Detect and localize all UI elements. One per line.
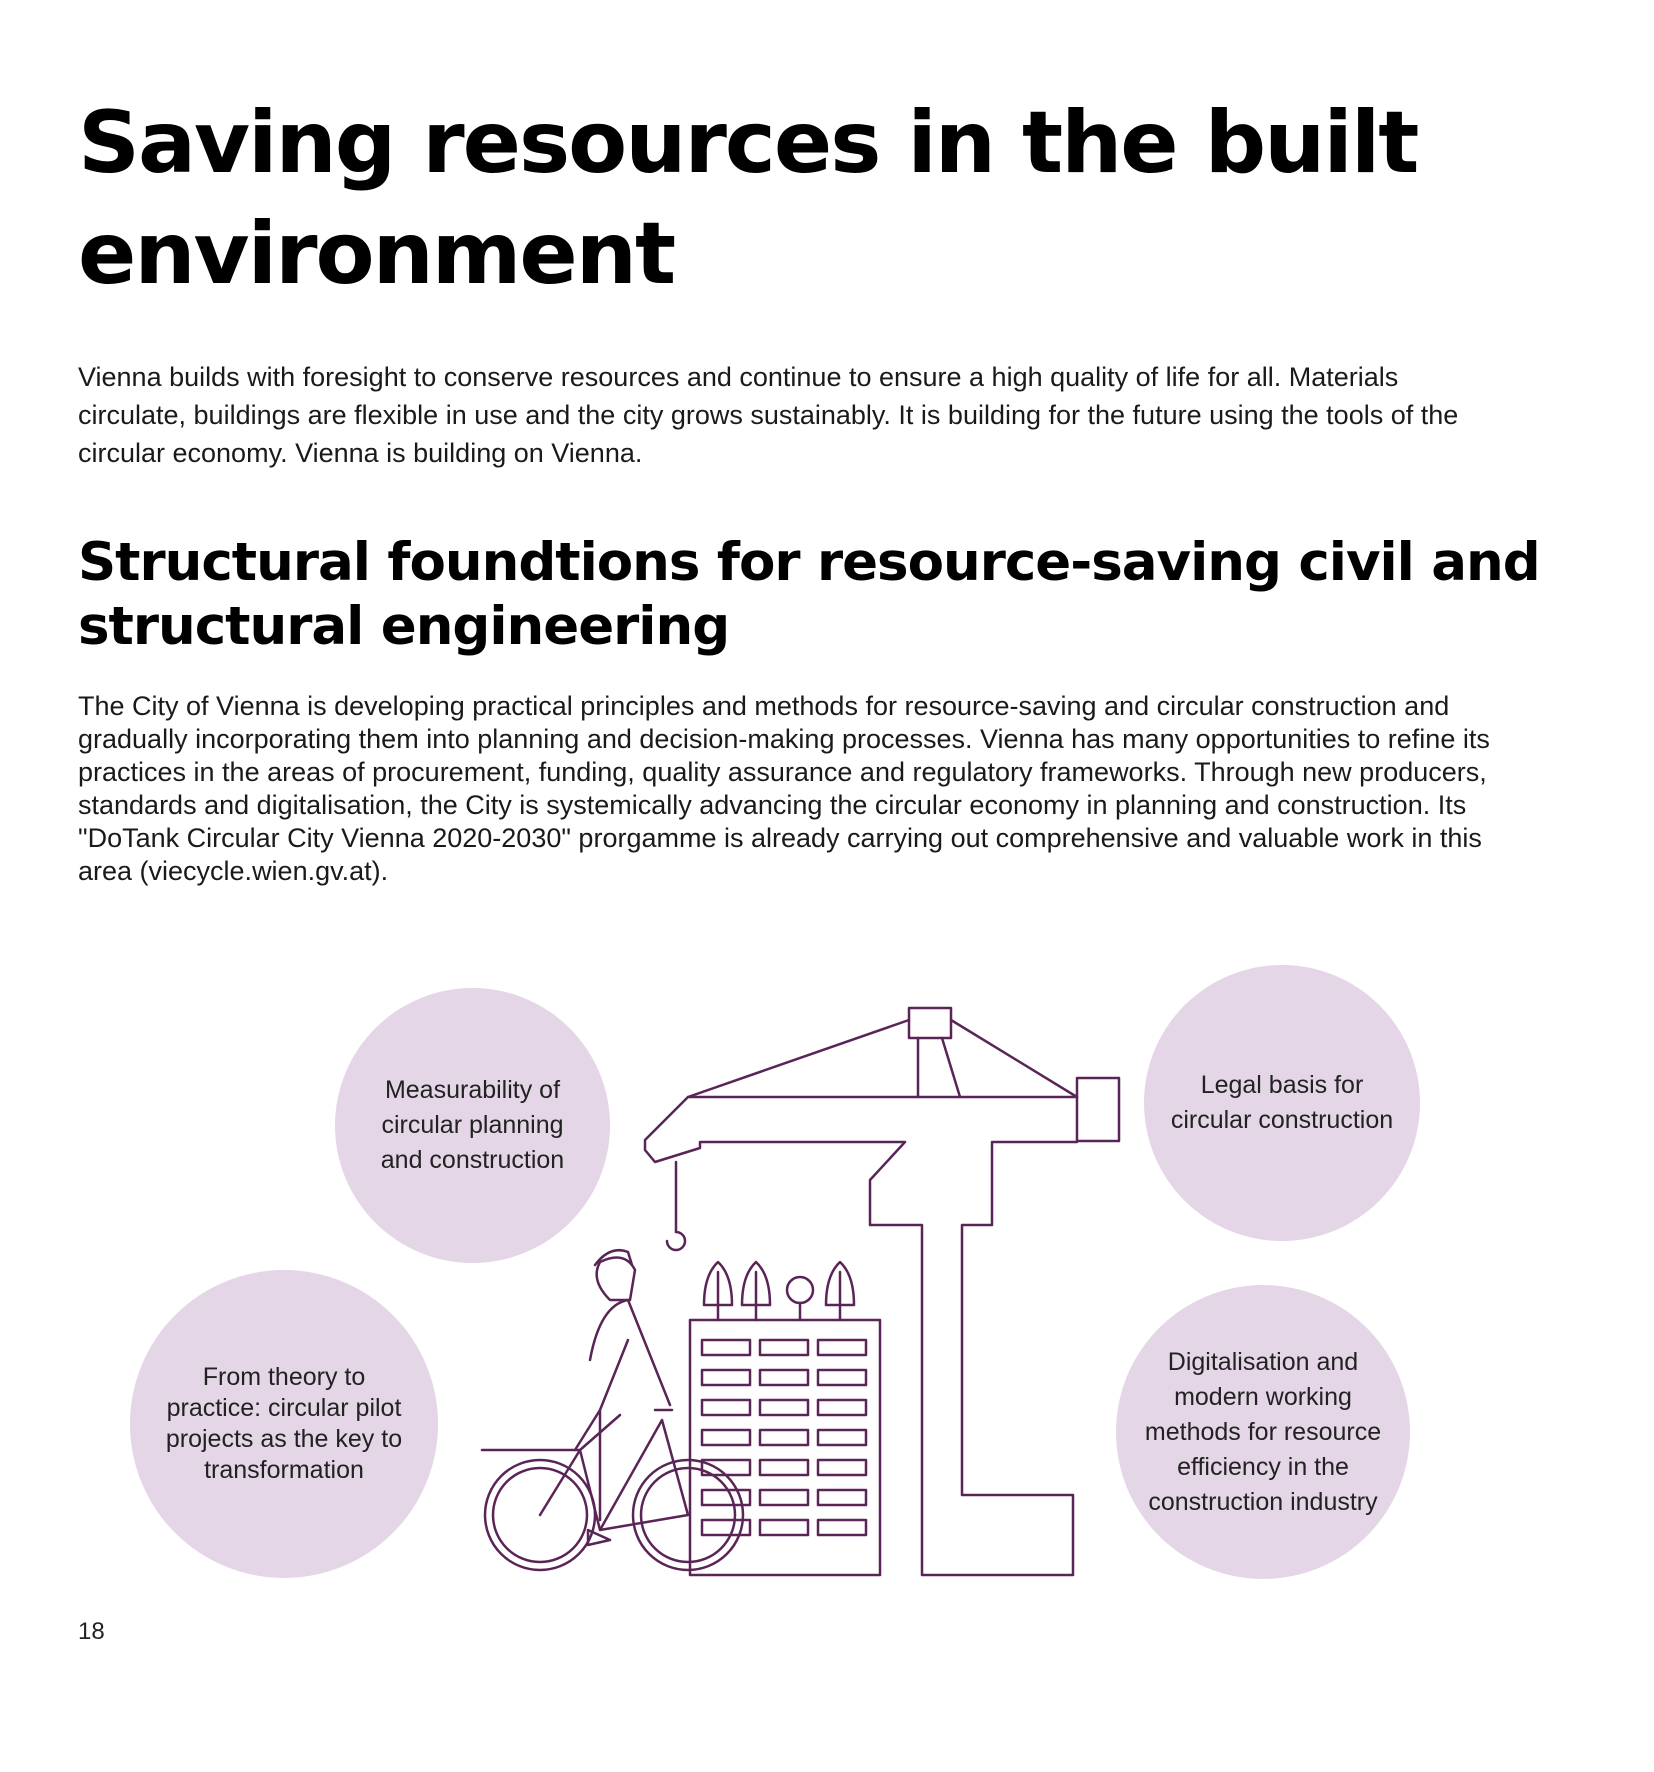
bubble-theory-to-practice-text: From theory to practice: circular pilot projects as the key to transformation <box>165 1363 403 1484</box>
bubble-theory-to-practice <box>130 1270 438 1578</box>
page-title: Saving resources in the built environment <box>78 93 1418 304</box>
page-number: 18 <box>78 1618 105 1645</box>
bubble-legal-basis-text: Legal basis for circular construction <box>1170 1071 1394 1134</box>
section-paragraph: The City of Vienna is developing practical principles and methods for resource-saving and circular construction and gradually incorporating them into planning and decision-making processes. Vienna has many opportunities to refine its practices in the areas of procurement, funding, quality assurance and regulatory frameworks. Through new producers, standards and digitalisation, the City is systemically advancing the circular economy in planning and construction. Its "DoTank Circular City Vienna 2020-2030" prorgamme is already carrying out comprehensive and valuable work in this area (viecycle.wien.gv.at). <box>78 691 1490 886</box>
building-icon <box>690 1320 880 1575</box>
bubble-digitalisation-text: Digitalisation and modern working methods for resource efficiency in the construction industry <box>1144 1347 1382 1516</box>
tree-icon <box>704 1262 854 1320</box>
construction-illustration <box>455 1005 1135 1580</box>
intro-paragraph: Vienna builds with foresight to conserve resources and continue to ensure a high quality of life for all. Materials circulate, buildings are flexible in use and the city grows sustainably. It is building for the future using the tools of the circular economy. Vienna is building on Vienna. <box>78 362 1459 468</box>
bubble-legal-basis <box>1144 965 1420 1241</box>
section-heading: Structural foundtions for resource-saving civil and structural engineering <box>78 532 1540 657</box>
bubble-measurability-text: Measurability of circular planning and construction <box>380 1076 565 1174</box>
bubble-digitalisation <box>1116 1285 1410 1579</box>
